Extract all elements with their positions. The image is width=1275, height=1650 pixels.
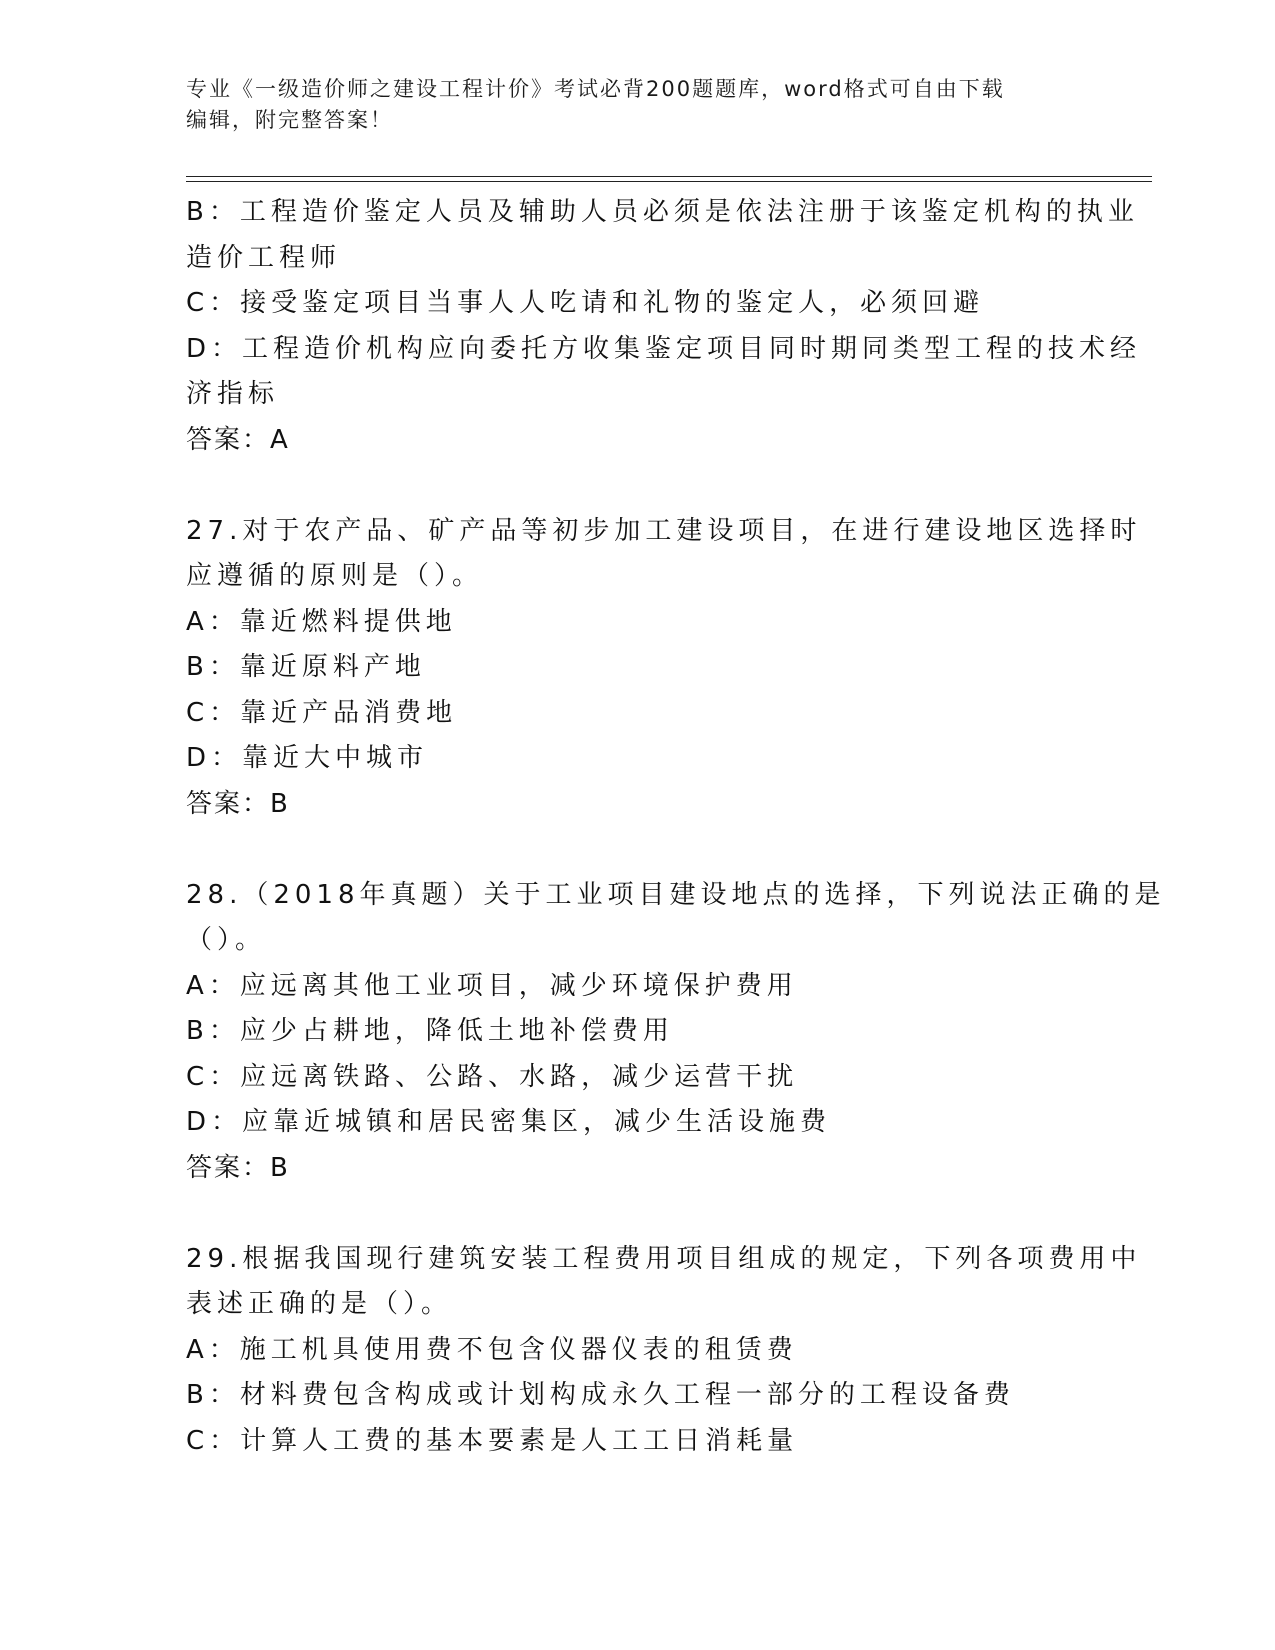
option-a: A：应远离其他工业项目，减少环境保护费用 — [186, 970, 798, 1001]
header-divider-bottom — [186, 181, 1152, 182]
page-header — [186, 74, 1086, 136]
header-title-line-2: 编辑，附完整答案！ — [186, 108, 393, 132]
question-block-29 — [186, 1237, 1142, 1465]
question-stem-line-1: 29.根据我国现行建筑安装工程费用项目组成的规定，下列各项费用中 — [186, 1243, 1142, 1274]
question-block-26 — [186, 190, 1142, 463]
option-c: C：接受鉴定项目当事人人吃请和礼物的鉴定人，必须回避 — [186, 288, 985, 318]
question-block-27 — [186, 509, 1142, 828]
option-d-line-1: D：工程造价机构应向委托方收集鉴定项目同时期同类型工程的技术经 — [186, 333, 1142, 364]
option-d-line-2: 济指标 — [186, 379, 280, 409]
option-a: A：施工机具使用费不包含仪器仪表的租赁费 — [186, 1334, 798, 1365]
block-spacer — [186, 1191, 1086, 1237]
question-stem-line-1: 27.对于农产品、矿产品等初步加工建设项目，在进行建设地区选择时 — [186, 515, 1142, 546]
option-c: C：计算人工费的基本要素是人工工日消耗量 — [186, 1425, 799, 1456]
answer-line: 答案：A — [186, 424, 290, 455]
option-b-line-1: B：工程造价鉴定人员及辅助人员必须是依法注册于该鉴定机构的执业 — [186, 197, 1139, 227]
block-spacer — [186, 463, 1086, 509]
option-b-line-2: 造价工程师 — [186, 242, 342, 273]
header-title-line-1: 专业《一级造价师之建设工程计价》考试必背200题题库，word格式可自由下载 — [186, 77, 1005, 101]
question-stem-line-2: （）。 — [186, 925, 267, 955]
question-stem-line-2: 应遵循的原则是（）。 — [186, 561, 484, 591]
option-c: C：靠近产品消费地 — [186, 697, 458, 728]
option-b: B：靠近原料产地 — [186, 652, 426, 682]
question-stem-line-1: 28.（2018年真题）关于工业项目建设地点的选择，下列说法正确的是 — [186, 879, 1166, 910]
option-a: A：靠近燃料提供地 — [186, 606, 457, 637]
question-stem-line-2: 表述正确的是（）。 — [186, 1289, 453, 1319]
block-spacer — [186, 827, 1086, 873]
option-d: D：应靠近城镇和居民密集区，减少生活设施费 — [186, 1107, 832, 1137]
option-b: B：材料费包含构成或计划构成永久工程一部分的工程设备费 — [186, 1380, 1015, 1410]
answer-line: 答案：B — [186, 1152, 290, 1183]
option-c: C：应远离铁路、公路、水路，减少运营干扰 — [186, 1061, 799, 1092]
answer-line: 答案：B — [186, 788, 290, 819]
question-block-28 — [186, 873, 1166, 1192]
option-d: D：靠近大中城市 — [186, 743, 429, 773]
question-content — [186, 190, 1166, 1464]
header-divider-top — [186, 176, 1152, 177]
option-b: B：应少占耕地，降低土地补偿费用 — [186, 1016, 674, 1046]
